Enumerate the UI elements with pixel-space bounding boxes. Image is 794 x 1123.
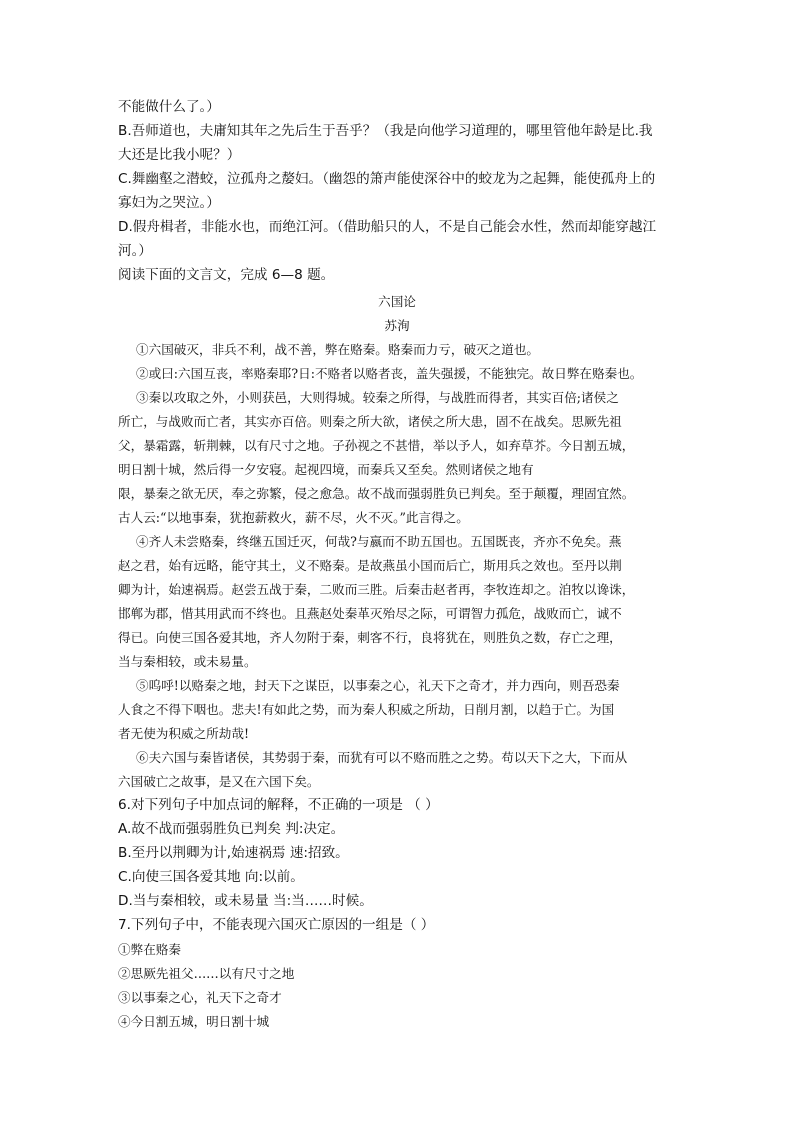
question-option: ①弊在赂秦 (118, 942, 181, 957)
passage-line: ⑥夫六国与秦皆诸侯，其势弱于秦，而犹有可以不赂而胜之之势。苟以天下之大，下而从 (136, 750, 628, 765)
text-line: 河。） (118, 243, 152, 259)
text-line: 大还是比我小呢？） (118, 147, 241, 163)
passage-line: 父，暴霜露，斩荆棘，以有尺寸之地。子孙视之不甚惜，举以予人，如弃草芥。今日割五城， (118, 438, 635, 453)
passage-line: 六国破亡之故事，是又在六国下矣。 (118, 774, 320, 789)
question-stem: 6.对下列句子中加点词的解释，不正确的一项是 （ ） (118, 797, 439, 813)
passage-line: ③秦以攻取之外，小则获邑，大则得城。较秦之所得，与战胜而得者，其实百倍;诸侯之 (136, 390, 619, 405)
question-option: ②思厥先祖父……以有尺寸之地 (118, 966, 295, 981)
passage-line: ①六国破灭，非兵不利，战不善，弊在赂秦。赂秦而力亏，破灭之道也。 (136, 342, 539, 357)
instruction-line: 阅读下面的文言文，完成 6—8 题。 (118, 267, 335, 283)
passage-line: 人食之不得下咽也。悲夫!有如此之势，而为秦人积威之所劫，日削月割，以趋于亡。为国 (118, 702, 615, 717)
text-line: 寡妇为之哭泣。） (118, 195, 220, 211)
question-option: ③以事秦之心，礼天下之奇才 (118, 990, 282, 1005)
passage-line: 古人云:“以地事秦，犹抱薪救火，薪不尽，火不灭。”此言得之。 (118, 510, 469, 525)
question-option: C.向使三国各爱其地 向:以前。 (118, 869, 304, 885)
passage-line: ④齐人未尝赂秦，终继五国迁灭，何哉?与嬴而不助五国也。五国既丧，齐亦不免矣。燕 (136, 534, 622, 549)
passage-line: 当与秦相较，或未易量。 (118, 654, 257, 669)
question-stem: 7.下列句子中，不能表现六国灭亡原因的一组是（ ） (118, 917, 435, 933)
text-line: C.舞幽壑之潜蛟，泣孤舟之嫠妇。（幽怨的箫声能使深谷中的蛟龙为之起舞，能使孤舟上的 (118, 171, 656, 187)
passage-line: ⑤呜呼!以赂秦之地，封天下之谋臣，以事秦之心，礼天下之奇才，并力西向，则吾恐秦 (136, 678, 620, 693)
passage-line: 赵之君，始有远略，能守其土，义不赂秦。是故燕虽小国而后亡，斯用兵之效也。至丹以荆 (118, 558, 622, 573)
question-option: B.至丹以荆卿为计,始速祸焉 速:招致。 (118, 845, 349, 861)
question-option: D.当与秦相较，或未易量 当:当……时候。 (118, 893, 373, 909)
text-line: B.吾师道也，夫庸知其年之先后生于吾乎？（我是向他学习道理的，哪里管他年龄是比.我 (118, 123, 653, 139)
passage-line: 限，暴秦之欲无厌，奉之弥繁，侵之愈急。故不战而强弱胜负已判矣。至于颠覆，理固宜然。 (118, 486, 635, 501)
passage-line: 得已。向使三国各爱其地，齐人勿附于秦，刺客不行，良将犹在，则胜负之数，存亡之理， (118, 630, 622, 645)
question-option: A.故不战而强弱胜负已判矣 判:决定。 (118, 821, 345, 837)
passage-line: ②或曰:六国互丧，率赂秦耶?日:不赂者以赂者丧，盖失强援，不能独完。故日弊在赂秦也。 (136, 366, 643, 381)
passage-line: 明日割十城，然后得一夕安寝。起视四境，而秦兵又至矣。然则诸侯之地有 (118, 462, 534, 477)
passage-line: 者无使为积威之所劫哉! (118, 726, 249, 741)
text-line: D.假舟楫者，非能水也，而绝江河。（借助船只的人，不是自己能会水性，然而却能穿越江 (118, 219, 657, 235)
passage-title: 六国论 (378, 294, 416, 309)
passage-line: 卿为计，始速祸焉。赵尝五战于秦，二败而三胜。后秦击赵者再，李牧连却之。洎牧以谗诛， (118, 582, 635, 597)
passage-line: 所亡，与战败而亡者，其实亦百倍。则秦之所大欲，诸侯之所大患，固不在战矣。思厥先祖 (118, 414, 622, 429)
question-option: ④今日割五城，明日割十城 (118, 1014, 270, 1029)
passage-author: 苏洵 (384, 318, 410, 333)
passage-line: 邯郸为郡，惜其用武而不终也。且燕赵处秦革灭殆尽之际，可谓智力孤危，战败而亡，诚不 (118, 606, 622, 621)
text-line: 不能做什么了。） (118, 99, 220, 115)
